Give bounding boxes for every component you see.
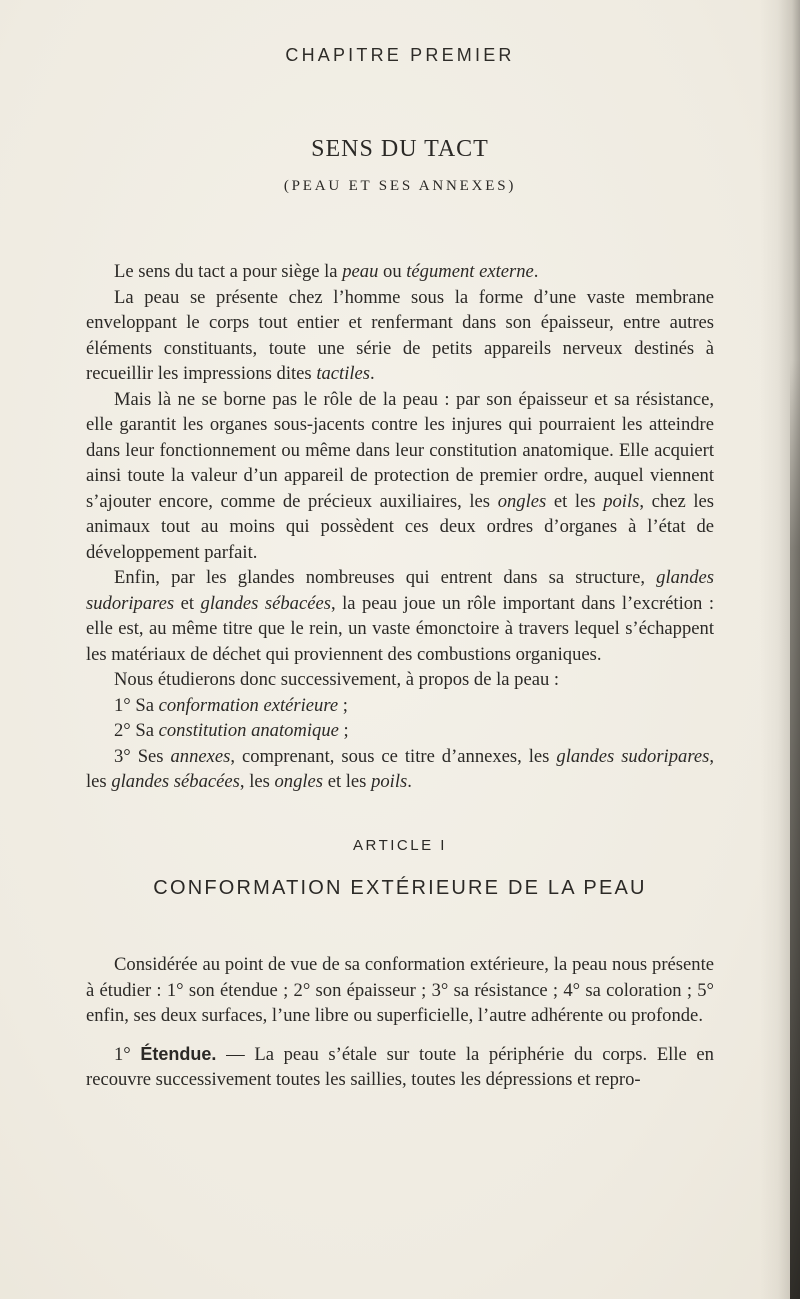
paragraph: 1° Étendue. — La peau s’étale sur toute la périphérie du corps. Elle en recouvre successivement toutes les saillies, toutes les dépressions et repro-	[86, 1043, 714, 1090]
article-section	[86, 952, 714, 1093]
paragraph: Enfin, par les glandes nombreuses qui entrent dans sa structure, glandes sudoripares et glandes sébacées, la peau joue un rôle important dans l’excrétion : elle est, au même titre que le rein, un vaste émonctoire à travers lequel s’échappent les matériaux de déchet qui proviennent des combustions organiques.	[86, 567, 714, 665]
page-edge	[790, 360, 800, 1299]
topics-list	[86, 693, 714, 795]
intro-section	[86, 259, 714, 795]
paragraph: Nous étudierons donc successivement, à propos de la peau :	[114, 669, 560, 690]
chapter-subtitle: (PEAU ET SES ANNEXES)	[283, 178, 517, 194]
list-item: 1° Sa conformation extérieure ;	[114, 694, 348, 716]
article-label: ARTICLE I	[353, 837, 447, 854]
paragraph: Considérée au point de vue de sa conformation extérieure, la peau nous présente à étudier : 1° son étendue ; 2° son épaisseur ; 3° sa résistance ; 4° sa coloration ; 5° enfin, ses deux surfaces, l’une libre ou superficielle, l’autre adhérente ou profonde.	[86, 954, 714, 1026]
paragraph: Le sens du tact a pour siège la peau ou tégument externe.	[114, 261, 539, 282]
list-item: 3° Ses annexes, comprenant, sous ce titre d’annexes, les glandes sudoripares, les glandes sébacées, les ongles et les poils.	[86, 745, 715, 792]
chapter-title: SENS DU TACT	[311, 136, 489, 162]
subsection-heading: Étendue.	[140, 1043, 217, 1064]
list-item: 2° Sa constitution anatomique ;	[114, 720, 349, 741]
paragraph: La peau se présente chez l’homme sous la forme d’une vaste membrane enveloppant le corps tout entier et renfermant dans son épaisseur, entre autres éléments constituants, toute une série de petits appareils nerveux destinés à recueillir les impressions dites tactiles.	[86, 286, 714, 384]
paragraph: Mais là ne se borne pas le rôle de la peau : par son épaisseur et sa résistance, elle garantit les organes sous-jacents contre les injures qui pourraient les atteindre dans leur fonctionnement ou même dans leur constitution anatomique. Elle acquiert ainsi toute la valeur d’un appareil de protection de premier ordre, auquel viennent s’ajouter encore, comme de précieux auxiliaires, les ongles et les poils, chez les animaux tout au moins qui possèdent ces deux ordres d’organes à l’état de développement parfait.	[86, 388, 714, 563]
article-title: CONFORMATION EXTÉRIEURE DE LA PEAU	[153, 877, 647, 899]
chapter-heading: CHAPITRE PREMIER	[285, 45, 515, 65]
